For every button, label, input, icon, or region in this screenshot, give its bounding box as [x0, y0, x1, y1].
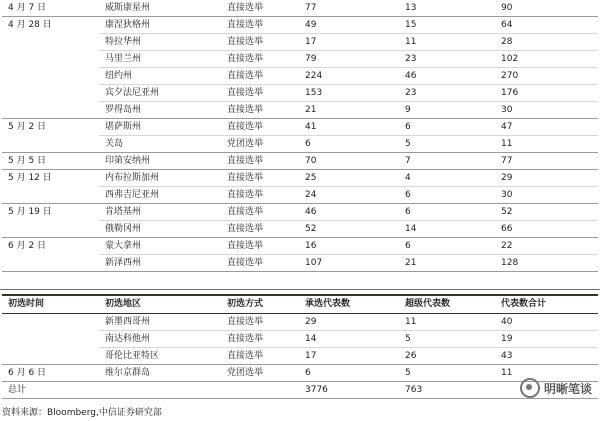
method-cell: 直接选举 [221, 204, 299, 221]
super-cell: 5 [399, 136, 495, 153]
date-cell: 6 月 2 日 [8, 241, 47, 252]
pledged-cell: 77 [299, 0, 399, 17]
pledged-cell: 6 [299, 136, 399, 153]
super-cell: 7 [399, 153, 495, 170]
date-cell [2, 102, 99, 119]
table-row [2, 0, 598, 17]
page-break-line [0, 289, 600, 290]
super-cell: 14 [399, 221, 495, 238]
pledged-cell: 17 [299, 34, 399, 51]
method-cell: 直接选举 [221, 348, 299, 365]
region-cell: 内布拉斯加州 [99, 170, 221, 187]
region-cell: 罗得岛州 [99, 102, 221, 119]
watermark-text: 明晰笔谈 [543, 381, 592, 396]
region-cell: 宾夕法尼亚州 [99, 85, 221, 102]
total-cell: 30 [495, 187, 598, 204]
header-method: 初选方式 [221, 295, 299, 314]
region-cell: 维尔京群岛 [99, 365, 221, 382]
method-cell: 党团选举 [221, 136, 299, 153]
header-super: 超级代表数 [399, 295, 495, 314]
total-cell: 77 [495, 153, 598, 170]
method-cell: 直接选举 [221, 255, 299, 272]
region-cell: 肯塔基州 [99, 204, 221, 221]
header-pledged: 承选代表数 [299, 295, 399, 314]
table-row [2, 221, 598, 238]
table-row [2, 187, 598, 204]
pledged-cell: 46 [299, 204, 399, 221]
method-cell: 直接选举 [221, 85, 299, 102]
date-cell [2, 68, 99, 85]
super-cell: 23 [399, 51, 495, 68]
date-cell [2, 221, 99, 238]
pledged-cell: 3776 [299, 382, 399, 399]
total-cell: 19 [495, 331, 598, 348]
date-cell: 5 月 12 日 [8, 173, 52, 184]
method-cell: 直接选举 [221, 119, 299, 136]
method-cell: 直接选举 [221, 331, 299, 348]
date-cell [2, 331, 99, 348]
primary-schedule-table-top [2, 0, 598, 272]
pledged-cell: 16 [299, 238, 399, 255]
pledged-cell: 14 [299, 331, 399, 348]
pledged-cell: 17 [299, 348, 399, 365]
pledged-cell: 153 [299, 85, 399, 102]
header-date: 初选时间 [2, 295, 99, 314]
table-row [2, 119, 598, 136]
super-cell: 15 [399, 17, 495, 34]
super-cell: 5 [399, 365, 495, 382]
table-row [2, 382, 598, 399]
table-row [2, 170, 598, 187]
method-cell: 直接选举 [221, 170, 299, 187]
pledged-cell: 70 [299, 153, 399, 170]
date-cell [2, 187, 99, 204]
table-row [2, 204, 598, 221]
super-cell: 763 [399, 382, 495, 399]
total-cell: 270 [495, 68, 598, 85]
pledged-cell: 224 [299, 68, 399, 85]
date-cell: 5 月 2 日 [8, 122, 47, 133]
table-row [2, 365, 598, 382]
method-cell: 党团选举 [221, 365, 299, 382]
total-cell: 40 [495, 314, 598, 331]
method-cell [221, 382, 299, 399]
super-cell: 46 [399, 68, 495, 85]
date-cell [2, 34, 99, 51]
super-cell: 23 [399, 85, 495, 102]
region-cell: 印第安纳州 [99, 153, 221, 170]
super-cell: 6 [399, 204, 495, 221]
date-cell [2, 51, 99, 68]
super-cell: 13 [399, 0, 495, 17]
table-row [2, 238, 598, 255]
date-cell: 4 月 7 日 [2, 0, 99, 17]
method-cell: 直接选举 [221, 238, 299, 255]
total-cell: 28 [495, 34, 598, 51]
total-cell: 176 [495, 85, 598, 102]
total-cell: 128 [495, 255, 598, 272]
region-cell: 哥伦比亚特区 [99, 348, 221, 365]
super-cell: 4 [399, 170, 495, 187]
method-cell: 直接选举 [221, 187, 299, 204]
table-row [2, 136, 598, 153]
super-cell: 21 [399, 255, 495, 272]
date-cell: 总计 [2, 382, 99, 399]
super-cell: 11 [399, 314, 495, 331]
region-cell: 特拉华州 [99, 34, 221, 51]
date-cell [2, 314, 99, 331]
table-row [2, 102, 598, 119]
region-cell: 蒙大拿州 [99, 238, 221, 255]
region-cell: 新墨西哥州 [99, 314, 221, 331]
date-cell: 6 月 6 日 [2, 365, 99, 382]
pledged-cell: 24 [299, 187, 399, 204]
total-cell: 30 [495, 102, 598, 119]
date-cell [2, 255, 99, 272]
method-cell: 直接选举 [221, 314, 299, 331]
table-row [2, 255, 598, 272]
date-cell [2, 348, 99, 365]
date-cell [2, 85, 99, 102]
source-note: 资料来源：Bloomberg,中信证券研究部 [2, 408, 162, 418]
method-cell: 直接选举 [221, 0, 299, 17]
method-cell: 直接选举 [221, 221, 299, 238]
total-cell: 66 [495, 221, 598, 238]
region-cell: 马里兰州 [99, 51, 221, 68]
pledged-cell: 6 [299, 365, 399, 382]
date-cell [2, 136, 99, 153]
method-cell: 直接选举 [221, 102, 299, 119]
super-cell: 6 [399, 238, 495, 255]
pledged-cell: 21 [299, 102, 399, 119]
date-cell: 5 月 5 日 [2, 153, 99, 170]
region-cell: 俄勒冈州 [99, 221, 221, 238]
method-cell: 直接选举 [221, 68, 299, 85]
region-cell: 威斯康星州 [99, 0, 221, 17]
method-cell: 直接选举 [221, 153, 299, 170]
total-cell: 47 [495, 119, 598, 136]
table-row [2, 314, 598, 331]
total-cell: 29 [495, 170, 598, 187]
method-cell: 直接选举 [221, 51, 299, 68]
method-cell: 直接选举 [221, 17, 299, 34]
header-region: 初选地区 [99, 295, 221, 314]
pledged-cell: 41 [299, 119, 399, 136]
region-cell: 南达科他州 [99, 331, 221, 348]
pledged-cell: 52 [299, 221, 399, 238]
super-cell: 6 [399, 187, 495, 204]
table-row [2, 17, 598, 34]
primary-schedule-table-bottom [2, 294, 598, 399]
total-cell: 43 [495, 348, 598, 365]
super-cell: 26 [399, 348, 495, 365]
watermark [520, 378, 592, 398]
region-cell [99, 382, 221, 399]
super-cell: 9 [399, 102, 495, 119]
total-cell: 22 [495, 238, 598, 255]
super-cell: 5 [399, 331, 495, 348]
table-row [2, 68, 598, 85]
region-cell: 新泽西州 [99, 255, 221, 272]
total-cell: 11 [495, 136, 598, 153]
table-header-row [2, 295, 598, 314]
total-cell: 11 [495, 365, 598, 382]
total-cell: 102 [495, 51, 598, 68]
region-cell: 纽约州 [99, 68, 221, 85]
pledged-cell: 29 [299, 314, 399, 331]
region-cell: 西弗吉尼亚州 [99, 187, 221, 204]
pledged-cell: 79 [299, 51, 399, 68]
total-cell: 52 [495, 204, 598, 221]
table-row [2, 153, 598, 170]
total-cell: 64 [495, 17, 598, 34]
table-row [2, 34, 598, 51]
table-row [2, 51, 598, 68]
table-row [2, 85, 598, 102]
method-cell: 直接选举 [221, 34, 299, 51]
region-cell: 堪萨斯州 [99, 119, 221, 136]
pledged-cell: 25 [299, 170, 399, 187]
super-cell: 11 [399, 34, 495, 51]
total-cell: 90 [495, 0, 598, 17]
region-cell: 关岛 [99, 136, 221, 153]
header-total: 代表数合计 [495, 295, 598, 314]
table-row [2, 348, 598, 365]
date-cell: 4 月 28 日 [8, 20, 52, 31]
pledged-cell: 49 [299, 17, 399, 34]
date-cell: 5 月 19 日 [8, 207, 52, 218]
pledged-cell: 107 [299, 255, 399, 272]
wechat-logo-icon [520, 378, 540, 398]
super-cell: 6 [399, 119, 495, 136]
table-row [2, 331, 598, 348]
region-cell: 康涅狄格州 [99, 17, 221, 34]
